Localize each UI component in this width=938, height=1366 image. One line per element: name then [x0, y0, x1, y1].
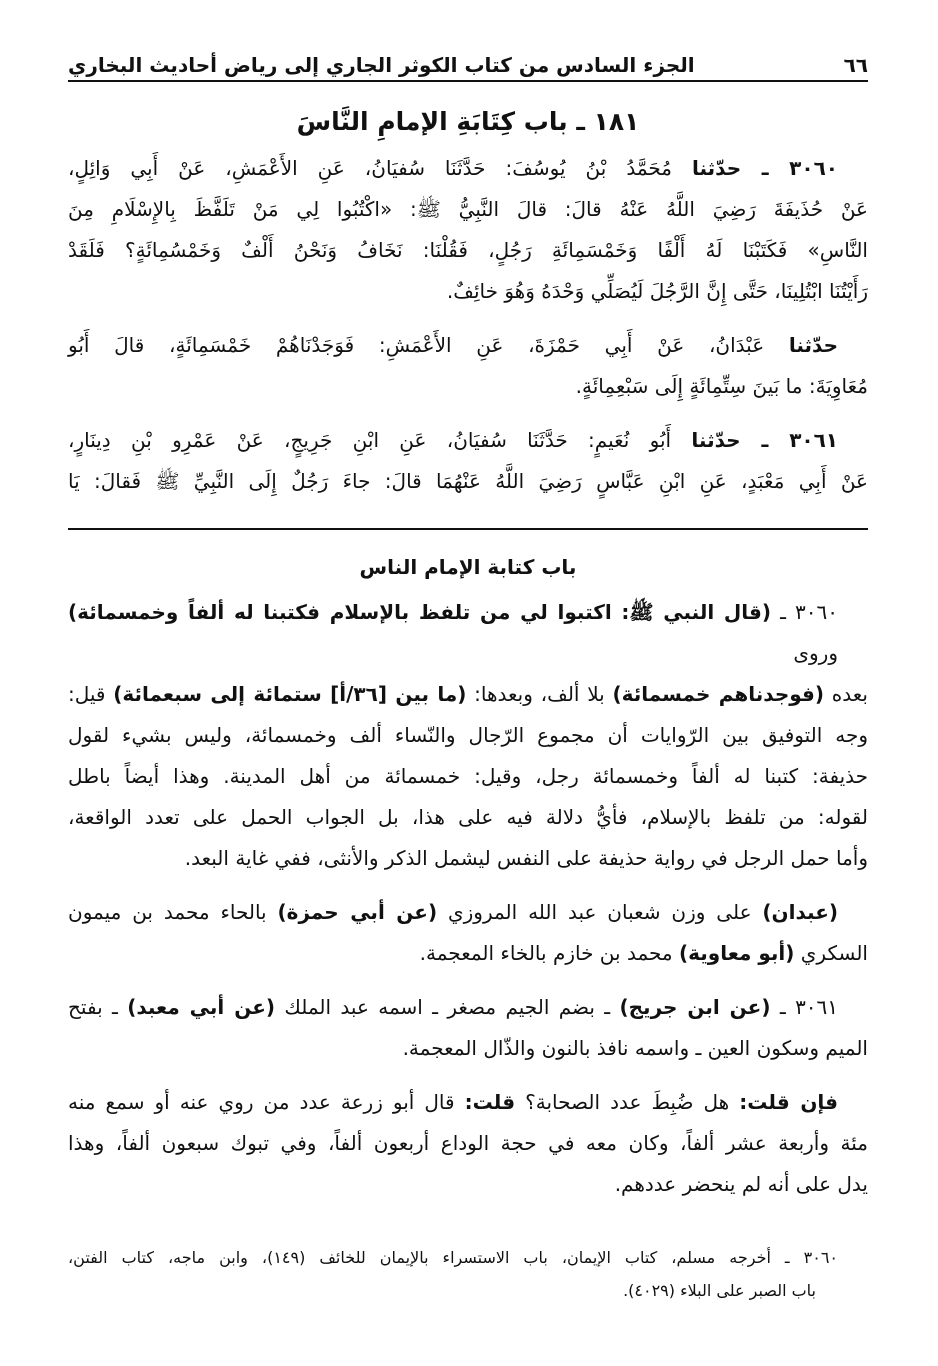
hadith-line — [68, 148, 868, 189]
text-segment: ٣٠٦٠ ـ أخرجه مسلم، كتاب الإيمان، باب الاستسراء بالإيمان للخائف (١٤٩)، وابن ماجه، كتاب الفتن، — [68, 1248, 838, 1267]
footnote-line — [68, 1241, 868, 1274]
bold-text-segment: (أبو معاوية) — [679, 941, 795, 965]
section-divider — [68, 528, 868, 530]
text-segment: قال أبو زرعة عدد من روي عنه أو سمع منه — [68, 1090, 465, 1114]
text-segment: بالحاء محمد بن ميمون — [68, 900, 278, 924]
commentary-line — [68, 674, 868, 715]
bold-text-segment: (عن أبي معبد) — [127, 995, 276, 1019]
bold-text-segment: (قال النبي ﷺ: اكتبوا لي من تلفظ بالإسلام فكتبنا له ألفاً وخمسمائة) — [68, 600, 771, 624]
commentary-line — [68, 987, 868, 1028]
text-segment: لقوله: من تلفظ بالإسلام، فأيُّ دلالة فيه على هذا، بل الجواب الحمل على تعدد الواقعة، — [68, 805, 868, 829]
text-segment: هل ضُبِطَ عدد الصحابة؟ — [515, 1090, 740, 1114]
text-segment: يدل على أنه لم ينحضر عددهم. — [614, 1172, 868, 1196]
text-segment: عَبْدَانُ، عَنْ أَبِي حَمْزَةَ، عَنِ الأَعْمَشِ: فَوَجَدْنَاهُمْ خَمْسَمِائَةٍ، قالَ أَبُو — [68, 333, 789, 357]
hadith-line — [68, 230, 868, 271]
commentary-line — [68, 1028, 868, 1069]
text-segment: محمد بن خازم بالخاء المعجمة. — [419, 941, 679, 965]
bold-text-segment: (عن أبي حمزة) — [277, 900, 438, 924]
book-page — [68, 0, 868, 1307]
page-number: ٦٦ — [843, 53, 868, 77]
text-segment: عَنْ أَبِي مَعْبَدٍ، عَنِ ابْنِ عَبَّاسٍ رَضِيَ اللَّهُ عَنْهُمَا قالَ: جاءَ رَجُلٌ إِلَى النَّبِيِّ ﷺ فَقالَ: يَا — [68, 469, 868, 493]
chapter-title: ١٨١ ـ باب كِتَابَةِ الإمامِ النَّاسَ — [296, 107, 640, 136]
text-segment: وأما حمل الرجل في رواية حذيفة على النفس ليشمل الذكر والأنثى، ففي غاية البعد. — [184, 846, 868, 870]
text-segment: أَبُو نُعَيمٍ: حَدَّثَنَا سُفيَانُ، عَنِ ابْنِ جَرِيجٍ، عَنْ عَمْرِو بْنِ دِينَارٍ، — [68, 428, 692, 452]
bold-text-segment: ٣٠٦١ ـ حدّثنا — [691, 428, 839, 452]
hadith-line — [68, 271, 868, 312]
commentary-line — [68, 838, 868, 879]
bold-text-segment: قلت: — [464, 1090, 516, 1114]
commentary-title: باب كتابة الإمام الناس — [359, 555, 577, 579]
text-segment: مُعَاوِيَةَ: ما بَينَ سِتِّمِائَةٍ إِلَى سَبْعِمِائَةٍ. — [575, 374, 868, 398]
bold-text-segment: (فوجدناهم خمسمائة) — [612, 682, 825, 706]
hadith-line — [68, 189, 868, 230]
bold-text-segment: ٣٠٦٠ ـ حدّثنا — [692, 156, 838, 180]
bold-text-segment: (عبدان) — [762, 900, 838, 924]
commentary-line — [68, 1082, 868, 1123]
commentary-line — [68, 933, 868, 974]
hadith-line — [68, 461, 868, 502]
text-segment: ٣٠٦٠ ـ — [770, 600, 838, 624]
text-segment: السكري — [794, 941, 868, 965]
commentary-line — [68, 1123, 868, 1164]
bold-text-segment: حدّثنا — [788, 333, 838, 357]
hadith-line — [68, 325, 868, 366]
commentary-line — [68, 715, 868, 756]
commentary-line — [68, 756, 868, 797]
commentary-line — [68, 797, 868, 838]
bold-text-segment: فإن قلت: — [739, 1090, 838, 1114]
commentary-line — [68, 1164, 868, 1205]
commentary-line — [68, 592, 868, 674]
text-segment: الميم وسكون العين ـ واسمه نافذ بالنون والذّال المعجمة. — [402, 1036, 868, 1060]
footnotes — [68, 1241, 868, 1307]
text-segment: قيل: — [68, 682, 114, 706]
hadith-line — [68, 420, 868, 461]
running-header — [68, 42, 868, 82]
text-segment: وجه التوفيق بين الرّوايات أن مجموع الرّجال والنّساء ألف وخمسمائة، وليس بشيء لقول — [68, 723, 868, 747]
running-header-title: الجزء السادس من كتاب الكوثر الجاري إلى رياض أحاديث البخاري — [68, 53, 695, 77]
text-segment: رَأَيْتُنَا ابْتُلِينَا، حَتَّى إِنَّ الرَّجُلَ لَيُصَلِّي وَحْدَهُ وَهُوَ خائِفٌ. — [446, 279, 868, 303]
text-segment: مُحَمَّدُ بْنُ يُوسُفَ: حَدَّثَنَا سُفيَانُ، عَنِ الأَعْمَشِ، عَنْ أَبِي وَائِلٍ، — [68, 156, 692, 180]
text-segment: النَّاسِ» فَكَتَبْنَا لَهُ أَلْفًا وَخَمْسَمِائَةِ رَجُلٍ، فَقُلْنَا: نَخَافُ وَنَحْنُ أَلْفٌ وَخَمْسُمِائَةٍ؟ فَلَقَدْ — [68, 238, 868, 262]
bold-text-segment: (عن ابن جريج) — [619, 995, 771, 1019]
text-segment: بلا ألف، وبعدها: — [466, 682, 613, 706]
bold-text-segment: (ما بين [٣٦/أ] ستمائة إلى سبعمائة) — [113, 682, 467, 706]
hadith-line — [68, 366, 868, 407]
text-segment: ـ بفتح — [68, 995, 128, 1019]
text-segment: حذيفة: كتبنا له ألفاً وخمسمائة رجل، وقيل: خمسمائة من أهل المدينة. وهذا أيضاً باطل — [68, 764, 868, 788]
commentary-line — [68, 892, 868, 933]
text-segment: بعده — [824, 682, 868, 706]
footnote-line — [68, 1274, 868, 1307]
text-segment: وروى — [793, 641, 838, 665]
text-segment: عَنْ حُذَيفَةَ رَضِيَ اللَّهُ عَنْهُ قالَ: قالَ النَّبِيُّ ﷺ: «اكْتُبُوا لِي مَنْ تَلَفَّظَ بِالإِسْلَامِ مِنَ — [68, 197, 868, 221]
text-segment: باب الصبر على البلاء (٤٠٢٩). — [623, 1281, 816, 1300]
text-segment: على وزن شعبان عبد الله المروزي — [437, 900, 763, 924]
text-segment: مئة وأربعة عشر ألفاً، وكان معه في حجة الوداع أربعون ألفاً، وفي تبوك سبعون ألفاً، وهذا — [68, 1131, 868, 1155]
text-segment: ٣٠٦١ ـ — [770, 995, 839, 1019]
text-segment: ـ بضم الجيم مصغر ـ اسمه عبد الملك — [275, 995, 620, 1019]
